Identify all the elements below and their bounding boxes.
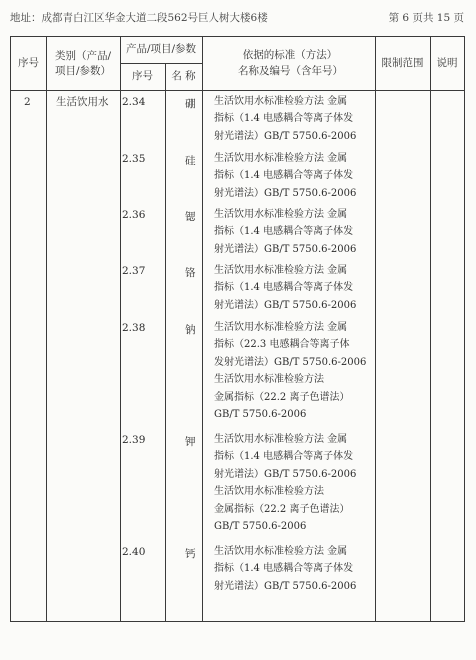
- header-name: 名 称: [171, 70, 196, 82]
- standard-line: 发射光谱法）GB/T 5750.6-2006: [214, 356, 367, 368]
- entry-standard: [214, 319, 374, 423]
- standards-table: [10, 36, 465, 622]
- table-top-border: [10, 36, 465, 37]
- address-text: 地址：成都青白江区华金大道二段562号巨人树大楼6楼: [10, 12, 268, 24]
- standard-line: 指标（1.4 电感耦合等离子体发: [214, 451, 354, 463]
- standard-line: 生活饮用水标准检验方法 金属: [214, 96, 348, 107]
- entry-number: 2.40: [122, 546, 146, 558]
- entry-number: 2.38: [122, 322, 146, 334]
- product-group-divider: [120, 63, 202, 64]
- header-limit: 限制范围: [381, 57, 424, 69]
- standard-line: 生活饮用水标准检验方法 金属: [214, 153, 348, 164]
- header-sub-seq: 序号: [132, 70, 153, 82]
- standard-line: 射光谱法）GB/T 5750.6-2006: [214, 468, 357, 480]
- standard-line: 射光谱法）GB/T 5750.6-2006: [214, 187, 357, 199]
- standard-line: 指标（1.4 电感耦合等离子体发: [214, 113, 354, 125]
- header-product-group: 产品/项目/参数: [125, 43, 197, 55]
- standard-line: 指标（1.4 电感耦合等离子体发: [214, 563, 354, 575]
- entry-standard: [214, 431, 374, 535]
- standard-line: 金属指标（22.2 离子色谱法）: [214, 391, 350, 403]
- header-note: 说明: [436, 57, 458, 69]
- standard-line: GB/T 5750.6-2006: [214, 409, 307, 421]
- standard-line: 金属指标（22.2 离子色谱法）: [214, 503, 350, 515]
- entry-element-name: 硅: [185, 155, 196, 167]
- standard-line: 指标（1.4 电感耦合等离子体发: [214, 226, 354, 238]
- row-category-value: 生活饮用水: [56, 96, 109, 108]
- col-divider-3: [165, 63, 166, 622]
- standard-line: 生活饮用水标准检验方法 金属: [214, 265, 348, 276]
- table-right-border: [464, 36, 465, 622]
- standard-line: 生活饮用水标准检验方法: [214, 486, 324, 498]
- table-bottom-border: [10, 621, 465, 622]
- standard-line: 指标（22.3 电感耦合等离子体: [214, 339, 350, 351]
- entry-element-name: 钙: [185, 548, 196, 560]
- header-seq: 序号: [18, 57, 39, 69]
- entry-number: 2.35: [122, 153, 146, 165]
- entry-element-name: 锶: [185, 211, 196, 223]
- table-left-border: [10, 36, 11, 622]
- header-category: 类别（产品/项目/参数）: [54, 50, 112, 77]
- standard-line: 射光谱法）GB/T 5750.6-2006: [214, 580, 357, 592]
- standard-line: 生活饮用水标准检验方法 金属: [214, 209, 348, 220]
- header-standard: 依据的标准（方法）名称及编号（含年号）: [238, 49, 343, 77]
- entry-element-name: 钾: [185, 436, 196, 448]
- entry-element-name: 钠: [185, 324, 196, 336]
- page-indicator: 第 6 页共 15 页: [388, 12, 464, 24]
- entry-element-name: 硼: [185, 98, 196, 110]
- entry-standard: [214, 150, 374, 202]
- entry-standard: [214, 93, 374, 145]
- col-divider-6: [430, 36, 431, 622]
- standard-line: 射光谱法）GB/T 5750.6-2006: [214, 243, 357, 255]
- standard-line: 生活饮用水标准检验方法 金属: [214, 322, 348, 333]
- standard-line: 生活饮用水标准检验方法 金属: [214, 546, 348, 557]
- standard-line: 生活饮用水标准检验方法 金属: [214, 434, 348, 445]
- col-divider-2: [120, 36, 121, 622]
- standard-line: 射光谱法）GB/T 5750.6-2006: [214, 299, 357, 311]
- entry-standard: [214, 543, 374, 595]
- standard-line: 指标（1.4 电感耦合等离子体发: [214, 282, 354, 294]
- col-divider-1: [46, 36, 47, 622]
- entry-number: 2.36: [122, 209, 146, 221]
- row-seq-value: 2: [24, 96, 31, 108]
- entry-standard: [214, 206, 374, 258]
- standard-line: 生活饮用水标准检验方法: [214, 374, 324, 386]
- entry-number: 2.34: [122, 96, 146, 108]
- header-bottom-border: [10, 90, 465, 91]
- entry-number: 2.37: [122, 265, 146, 277]
- standard-line: 指标（1.4 电感耦合等离子体发: [214, 170, 354, 182]
- col-divider-4: [202, 36, 203, 622]
- entry-number: 2.39: [122, 434, 146, 446]
- entry-element-name: 铬: [185, 267, 196, 279]
- col-divider-5: [375, 36, 376, 622]
- standard-line: 射光谱法）GB/T 5750.6-2006: [214, 130, 357, 142]
- standard-line: GB/T 5750.6-2006: [214, 521, 307, 533]
- entry-standard: [214, 262, 374, 314]
